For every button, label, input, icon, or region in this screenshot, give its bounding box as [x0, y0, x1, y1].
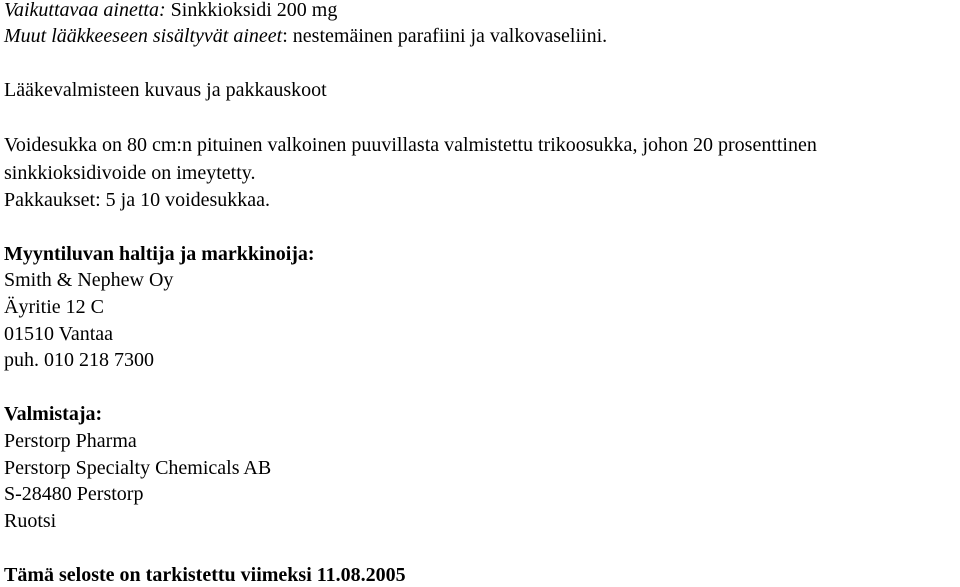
description-line-2: sinkkioksidivoide on imeytetty.	[4, 162, 256, 184]
manufacturer-heading: Valmistaja:	[4, 403, 103, 425]
active-ingredient-line	[4, 0, 337, 22]
active-ingredient-label: Vaikuttavaa ainetta:	[4, 0, 166, 21]
revision-date: Tämä seloste on tarkistettu viimeksi 11.08.2005	[4, 564, 406, 586]
other-ingredients-line	[4, 24, 607, 48]
manufacturer-line-3: S-28480 Perstorp	[4, 483, 144, 505]
description-line-1: Voidesukka on 80 cm:n pituinen valkoinen puuvillasta valmistettu trikoosukka, johon 20 prosenttinen	[4, 134, 817, 156]
holder-line-2: Äyritie 12 C	[4, 296, 104, 318]
holder-line-3: 01510 Vantaa	[4, 323, 114, 345]
description-heading: Lääkevalmisteen kuvaus ja pakkauskoot	[4, 79, 327, 101]
other-ingredients-label: Muut lääkkeeseen sisältyvät aineet	[4, 25, 283, 47]
manufacturer-line-2: Perstorp Specialty Chemicals AB	[4, 457, 272, 479]
active-ingredient-value: Sinkkioksidi 200 mg	[165, 0, 338, 21]
holder-phone: puh. 010 218 7300	[4, 349, 154, 371]
holder-line-1: Smith & Nephew Oy	[4, 269, 174, 291]
holder-heading: Myyntiluvan haltija ja markkinoija:	[4, 243, 315, 265]
manufacturer-country: Ruotsi	[4, 510, 57, 532]
package-sizes: Pakkaukset: 5 ja 10 voidesukkaa.	[4, 189, 271, 211]
manufacturer-line-1: Perstorp Pharma	[4, 430, 137, 452]
other-ingredients-value: : nestemäinen parafiini ja valkovaseliini.	[282, 25, 608, 47]
